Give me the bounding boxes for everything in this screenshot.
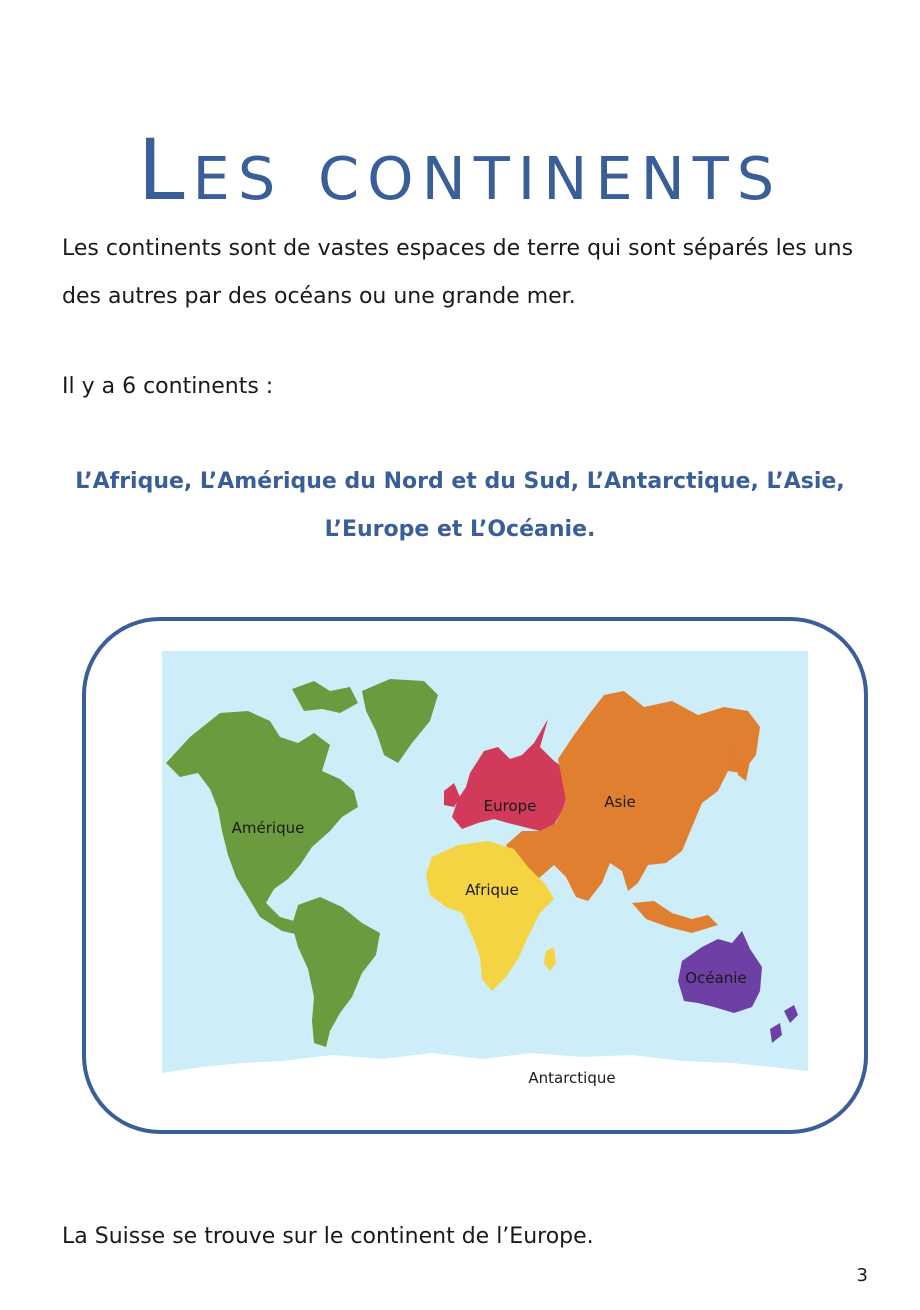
- continents-list: [40, 458, 880, 554]
- map-label-europe: Europe: [483, 797, 537, 815]
- intro-paragraph: [62, 225, 872, 321]
- intro-text: Les continents sont de vastes espaces de terre qui sont séparés les uns des autres par des océans ou une grande mer.: [62, 236, 854, 309]
- map-label-america: Amérique: [231, 819, 305, 837]
- map-label-asia: Asie: [604, 793, 636, 811]
- map-label-oceania: Océanie: [685, 969, 747, 987]
- continent-count-text: Il y a 6 continents :: [62, 374, 274, 399]
- continent-count-paragraph: [62, 363, 872, 411]
- map-label-africa: Afrique: [465, 881, 519, 899]
- world-map: [162, 651, 808, 1091]
- continents-list-line-1: L’Afrique, L’Amérique du Nord et du Sud, L’Antarctique, L’Asie,: [75, 469, 845, 494]
- continents-list-line-2: L’Europe et L’Océanie.: [324, 517, 596, 542]
- closing-text: La Suisse se trouve sur le continent de l’Europe.: [62, 1224, 594, 1249]
- map-label-antarctica: Antarctique: [528, 1069, 616, 1087]
- page-title: Les continents: [137, 121, 783, 220]
- closing-paragraph: [62, 1213, 872, 1261]
- page-number: 3: [856, 1265, 868, 1286]
